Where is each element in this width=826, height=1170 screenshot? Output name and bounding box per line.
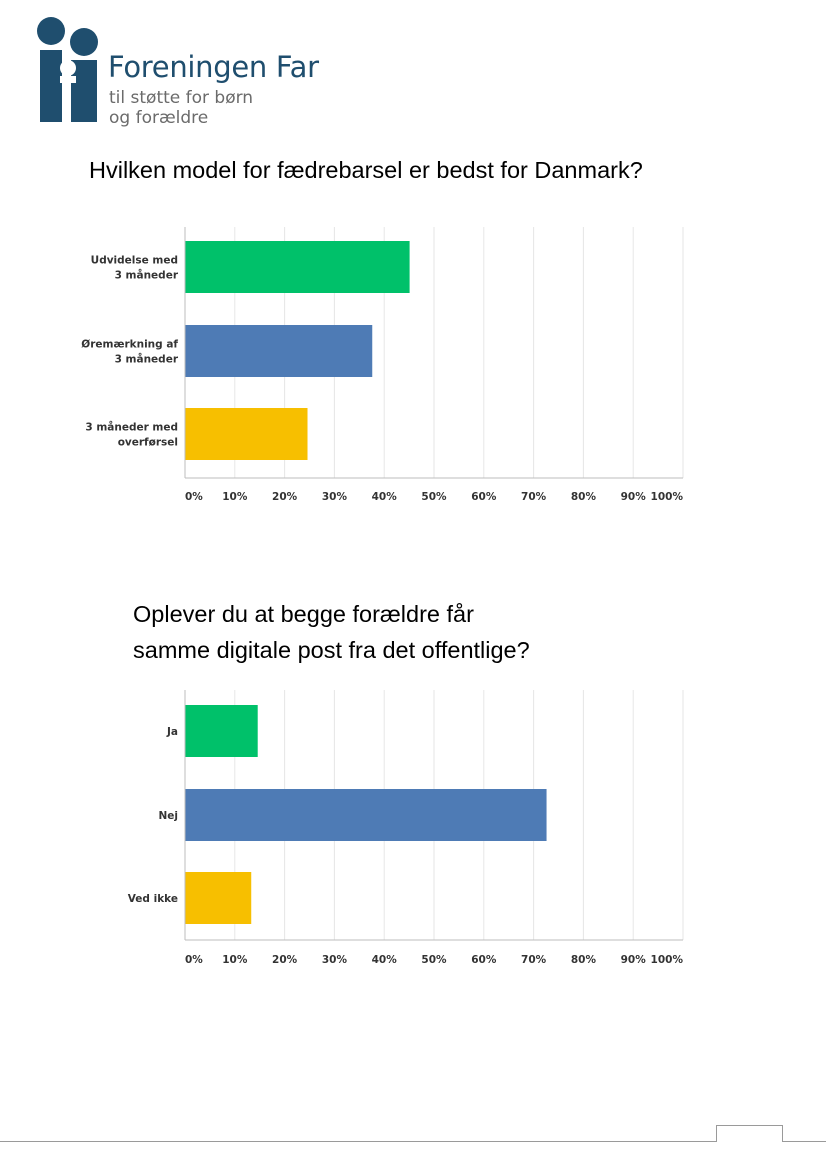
x-tick-label: 90% bbox=[620, 491, 646, 503]
x-tick-label: 70% bbox=[521, 954, 547, 966]
chart-1 bbox=[0, 210, 826, 530]
category-label: Øremærkning af 3 måneder bbox=[81, 338, 178, 366]
category-label: Nej bbox=[158, 810, 178, 822]
x-tick-label: 40% bbox=[371, 954, 397, 966]
x-tick-label: 0% bbox=[185, 954, 203, 966]
chart-1-title bbox=[89, 152, 643, 188]
x-tick-label: 80% bbox=[570, 954, 596, 966]
chart-2-title bbox=[133, 596, 530, 668]
x-tick-label: 0% bbox=[185, 491, 203, 503]
x-tick-label: 80% bbox=[570, 491, 596, 503]
x-tick-label: 100% bbox=[650, 491, 683, 503]
logo-name: Foreningen Far bbox=[108, 50, 319, 84]
x-tick-label: 30% bbox=[321, 954, 347, 966]
x-tick-label: 90% bbox=[620, 954, 646, 966]
chart-2 bbox=[0, 675, 826, 995]
footer-divider bbox=[0, 1141, 717, 1142]
x-tick-label: 70% bbox=[521, 491, 547, 503]
footer-divider-right bbox=[782, 1141, 826, 1142]
bar bbox=[186, 325, 373, 377]
bar bbox=[186, 241, 410, 293]
category-label: Ved ikke bbox=[127, 893, 178, 905]
x-tick-label: 20% bbox=[272, 491, 298, 503]
bar bbox=[186, 408, 308, 460]
x-tick-label: 60% bbox=[471, 954, 497, 966]
category-label: 3 måneder med overførsel bbox=[85, 421, 178, 449]
bar bbox=[186, 872, 252, 924]
x-tick-label: 10% bbox=[222, 491, 248, 503]
x-tick-label: 40% bbox=[371, 491, 397, 503]
x-tick-label: 20% bbox=[272, 954, 298, 966]
category-label: Udvidelse med 3 måneder bbox=[90, 254, 178, 282]
x-tick-label: 60% bbox=[471, 491, 497, 503]
logo bbox=[36, 16, 319, 131]
chart-2-title-line-1: Oplever du at begge forældre får bbox=[133, 601, 474, 627]
x-tick-label: 50% bbox=[421, 491, 447, 503]
page-number-box bbox=[716, 1125, 783, 1142]
category-label: Ja bbox=[167, 726, 178, 738]
x-tick-label: 10% bbox=[222, 954, 248, 966]
x-tick-label: 30% bbox=[321, 491, 347, 503]
logo-tagline-1: til støtte for børn bbox=[109, 88, 254, 108]
chart-1-title-line-1: Hvilken model for fædrebarsel er bedst for Danmark? bbox=[89, 157, 643, 183]
x-tick-label: 100% bbox=[650, 954, 683, 966]
logo-figures-icon bbox=[36, 16, 106, 126]
logo-tagline-2: og forældre bbox=[109, 108, 209, 128]
x-tick-label: 50% bbox=[421, 954, 447, 966]
chart-2-title-line-2: samme digitale post fra det offentlige? bbox=[133, 637, 530, 663]
bar bbox=[186, 705, 258, 757]
bar bbox=[186, 789, 547, 841]
